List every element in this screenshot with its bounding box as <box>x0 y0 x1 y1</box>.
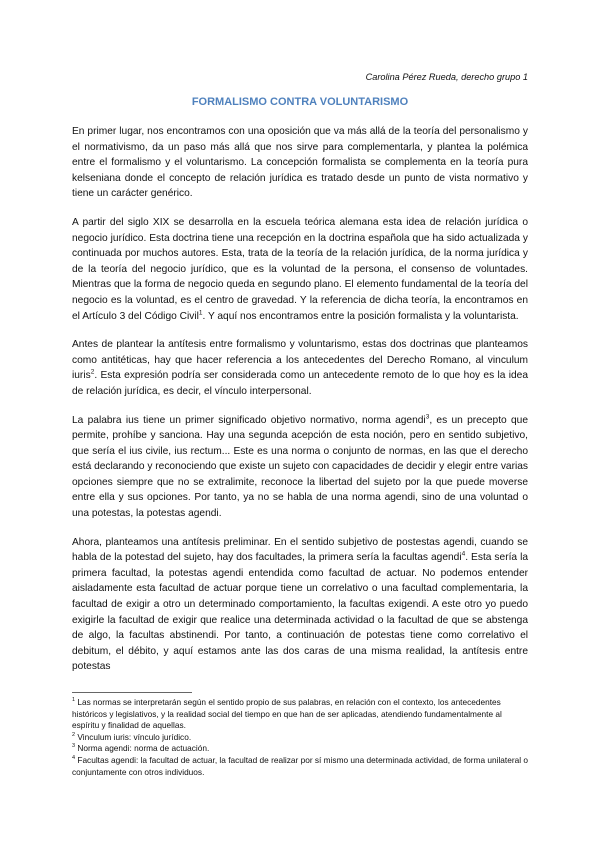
footnote-ref-3: 3 <box>425 413 430 421</box>
footnotes <box>72 697 528 778</box>
paragraph-5: Ahora, planteamos una antítesis preliminar. En el sentido subjetivo de postestas agendi, cuando se habla de la potestad del sujeto, hay dos facultades, la primera sería la facultas agendi$^4$. Esta sería la primera facultad, la potestas agendi entendida como facultad de actuar. No podemos entender aisladamente esta facultad de actuar porque tiene un correlativo o una facultad complementaria, la facultad de exigir a otro un determinado comportamiento, la facultas exigendi. A este otro yo puedo exigirle la facultad de exigir que realice una determinada actividad o la facultad de que se abstenga de algo, la facultas abstinendi. Por tanto, a continuación de potestas tiene como correlativo el debitum, el débito, y aquí estamos ante las dos caras de una misma realidad, la antítesis entre potestas <box>72 536 528 673</box>
footnote-3: $^3$ Norma agendi: norma de actuación. <box>72 743 210 754</box>
footnote-ref-1: 1 <box>198 309 203 317</box>
footnote-4: $^4$ Facultas agendi: la facultad de actuar, la facultad de realizar por sí mismo una determinada actividad, de forma unilateral o conjuntamente con otros individuos. <box>72 754 528 777</box>
paragraph-4: La palabra ius tiene un primer significado objetivo normativo, norma agendi$^3$, es un precepto que permite, prohíbe y sanciona. Hay una segunda acepción de esta noción, pero en sentido subjetivo, que sería el ius civile, ius rectum... Este es una norma o conjunto de normas, en las que el derecho está declarando y reconociendo que existe un sujeto con capacidades de decidir y elegir entre varias opciones siempre que no se extralimite, reconoce la libertad del sujeto por la que puede moverse entre ella y sus opciones. Por tanto, ya no se habla de una norma agendi, sino de una voluntad o una potestas, la potestas agendi. <box>72 413 528 520</box>
paragraph-1: En primer lugar, nos encontramos con una oposición que va más allá de la teoría del personalismo y el normativismo, da un paso más allá que nos sirve para complementarla, y plantea la polémica entre el formalismo y el voluntarismo. La concepción formalista se complementa en la teoría pura kelseniana donde el concepto de relación jurídica es tratado desde un punto de vista normativo y tiene un carácter genérico. <box>72 126 528 200</box>
paragraph-2: A partir del siglo XIX se desarrolla en la escuela teórica alemana esta idea de relación jurídica o negocio jurídico. Esta doctrina tiene una recepción en la doctrina española que ha sido actualizada y continuada por muchos autores. Esta, trata de la teoría de la relación jurídica, de la norma jurídica y de la teoría del negocio jurídico, que es la voluntad de la persona, el consenso de voluntades. Mientras que la forma de negocio queda en segundo plano. El elemento fundamental de la teoría del negocio es la voluntad, es el centro de gravedad. Y la referencia de dicha teoría, la encontramos en el Artículo 3 del Código Civil$^1$. Y aquí nos encontramos entre la posición formalista y la voluntarista. <box>72 216 528 322</box>
author-header: Carolina Pérez Rueda, derecho grupo 1 <box>365 72 528 82</box>
footnote-ref-4: 4 <box>461 550 466 558</box>
footnote-ref-2: 2 <box>90 368 95 376</box>
footnote-divider <box>72 692 192 693</box>
footnote-1: $^1$ Las normas se interpretarán según el sentido propio de sus palabras, en relación con el contexto, los antecedentes históricos y legislativos, y la realidad social del tiempo en que han de ser aplicadas, atendiendo fundamentalmente al espíritu y finalidad de aquellas. <box>72 697 502 731</box>
document-body <box>72 124 528 688</box>
page-title: FORMALISMO CONTRA VOLUNTARISMO <box>191 96 409 108</box>
footnote-2: $^2$ Vinculum iuris: vínculo jurídico. <box>72 731 192 742</box>
paragraph-3: Antes de plantear la antítesis entre formalismo y voluntarismo, estas dos doctrinas que planteamos como antitéticas, hay que hacer referencia a los antecedentes del Derecho Romano, al vinculum iuris$^2$. Esta expresión podría ser considerada como un antecedente remoto de lo que hoy es la idea de relación jurídica, es decir, el vínculo interpersonal. <box>72 339 528 397</box>
